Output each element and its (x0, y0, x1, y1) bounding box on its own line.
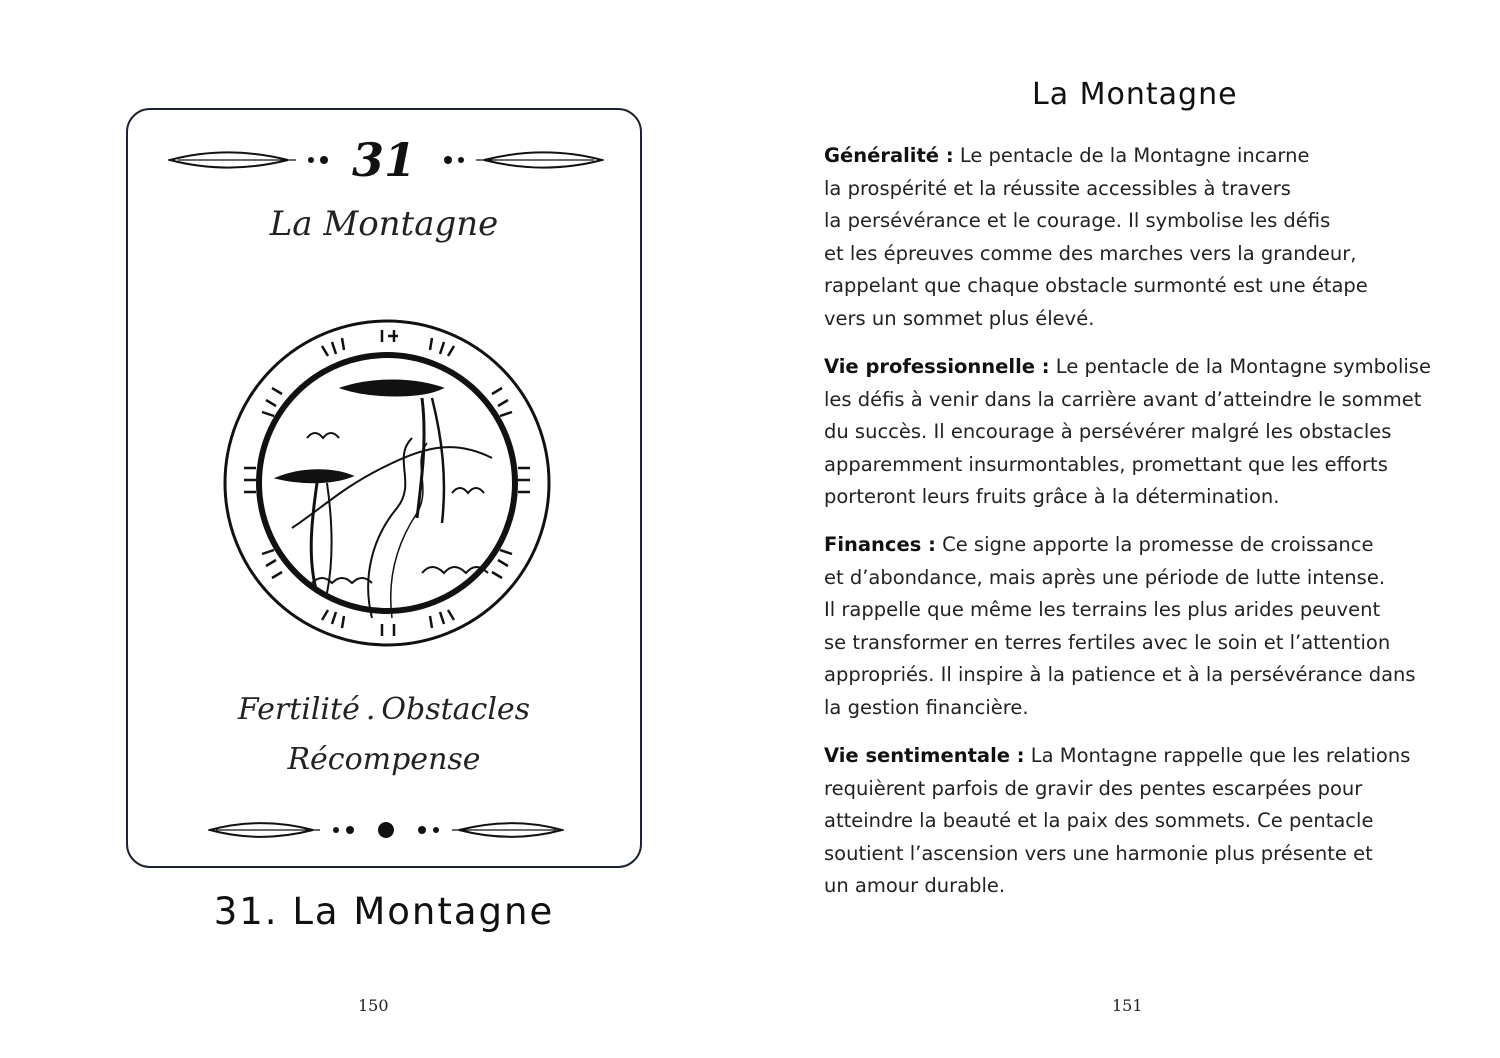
section-line (824, 529, 1434, 562)
card-name: La Montagne (269, 204, 499, 244)
mountain-seal-icon (222, 318, 552, 648)
section-text: Le pentacle de la Montagne symbolise (1055, 355, 1431, 378)
section-vie-sentimentale (824, 740, 1434, 903)
keyword: Fertilité (237, 692, 360, 727)
section-label: Finances : (824, 533, 936, 556)
card-caption: 31. La Montagne (213, 890, 555, 933)
section-line: porteront leurs fruits grâce à la détermination. (824, 485, 1280, 508)
card-number: 31 (351, 133, 416, 187)
section-finances (824, 529, 1434, 724)
keyword-separator: . (365, 692, 376, 727)
section-generalite (824, 140, 1434, 335)
section-line: un amour durable. (824, 874, 1006, 897)
section-line (824, 740, 1434, 773)
section-line: et d’abondance, mais après une période de lutte intense. (824, 565, 1386, 589)
flourish-ornament-icon (208, 810, 564, 850)
section-line: et les épreuves comme des marches vers la grandeur, (824, 241, 1357, 265)
section-text: Le pentacle de la Montagne incarne (959, 144, 1310, 167)
section-line (824, 140, 1434, 173)
section-line: rappelant que chaque obstacle surmonté est une étape (824, 274, 1368, 297)
section-label: Vie professionnelle : (824, 355, 1050, 378)
section-label: Vie sentimentale : (824, 744, 1025, 767)
page-number: 151 (1112, 996, 1143, 1015)
section-line: vers un sommet plus élevé. (824, 306, 1095, 330)
page-number: 150 (358, 996, 389, 1015)
section-line: requièrent parfois de gravir des pentes escarpées pour (824, 776, 1363, 800)
section-line: du succès. Il encourage à persévérer malgré les obstacles (824, 420, 1392, 443)
section-line (824, 351, 1434, 384)
section-line: la persévérance et le courage. Il symbolise les défis (824, 209, 1331, 232)
section-text: Ce signe apporte la promesse de croissance (942, 533, 1374, 556)
section-line: la gestion financière. (824, 695, 1029, 719)
section-line: soutient l’ascension vers une harmonie plus présente et (824, 841, 1373, 865)
oracle-card (126, 108, 642, 868)
section-text: La Montagne rappelle que les relations (1030, 744, 1411, 767)
keyword: Récompense (287, 742, 481, 777)
section-label: Généralité : (824, 144, 954, 167)
section-line: les défis à venir dans la carrière avant d’atteindre le sommet (824, 387, 1422, 411)
section-vie-professionnelle (824, 351, 1434, 514)
section-line: appropriés. Il inspire à la patience et à la persévérance dans (824, 663, 1416, 686)
section-line: Il rappelle que même les terrains les plus arides peuvent (824, 598, 1381, 621)
right-page (760, 0, 1500, 1058)
section-line: atteindre la beauté et la paix des sommets. Ce pentacle (824, 809, 1374, 832)
section-line: apparemment insurmontables, promettant que les efforts (824, 452, 1388, 476)
card-keywords (128, 685, 640, 785)
section-line: se transformer en terres fertiles avec le soin et l’attention (824, 630, 1391, 654)
keyword: Obstacles (381, 692, 531, 727)
section-line: la prospérité et la réussite accessibles à travers (824, 176, 1291, 200)
page-title: La Montagne (1032, 77, 1238, 112)
